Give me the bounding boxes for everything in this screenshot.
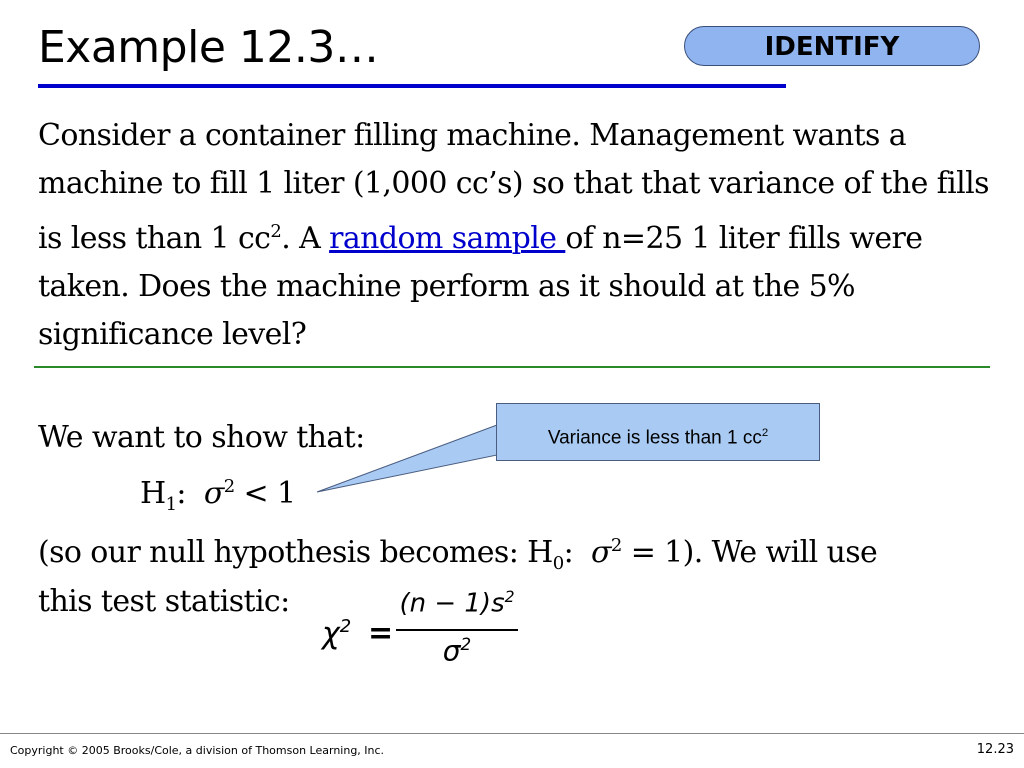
null-sub: 0 xyxy=(552,553,564,574)
test-statistic-label: this test statistic: xyxy=(38,584,290,619)
problem-text-2: . A xyxy=(281,221,330,256)
callout-box xyxy=(496,403,820,461)
formula-num-text: (n − 1)s xyxy=(399,588,505,619)
formula-chi-sup: 2 xyxy=(339,616,352,637)
formula-den-sup: 2 xyxy=(460,634,472,654)
alternative-hypothesis xyxy=(140,476,295,515)
footer-copyright: Copyright © 2005 Brooks/Cole, a division of Thomson Learning, Inc. xyxy=(10,744,385,757)
h1-sigma: σ xyxy=(203,476,224,511)
null-text-1: (so our null hypothesis becomes: H xyxy=(38,535,553,570)
footer-divider xyxy=(0,733,1024,734)
problem-text-1: Consider a container filling machine. Management wants a machine to fill 1 liter (1,000 cc’s) so that that variance of the fills is less than 1 cc xyxy=(38,118,989,256)
null-sigma-sup: 2 xyxy=(610,535,622,556)
formula-num-sup: 2 xyxy=(504,588,515,606)
callout-sup: 2 xyxy=(761,427,769,439)
formula-equals: = xyxy=(368,616,394,651)
page-number: 12.23 xyxy=(976,742,1014,757)
formula-lhs xyxy=(322,616,351,651)
formula-denominator xyxy=(396,634,518,667)
h1-sub: 1 xyxy=(165,494,177,515)
h1-label: H xyxy=(140,476,166,511)
null-colon: : xyxy=(563,535,574,570)
h1-relation: < 1 xyxy=(243,476,296,511)
identify-badge[interactable]: IDENTIFY xyxy=(684,26,980,66)
problem-text-sup: 2 xyxy=(270,221,282,242)
problem-text-3: of n=25 1 liter fills were taken. Does the machine perform as it should at the 5% significance level? xyxy=(38,221,923,352)
formula-numerator xyxy=(396,588,518,619)
want-to-show: We want to show that: xyxy=(38,420,365,455)
h1-colon: : xyxy=(176,476,186,511)
null-sigma: σ xyxy=(591,535,611,570)
formula-chi: χ xyxy=(322,616,340,651)
slide-title: Example 12.3… xyxy=(38,22,379,73)
random-sample-link[interactable]: random sample xyxy=(329,221,566,256)
formula-den-text: σ xyxy=(442,634,461,668)
h1-sigma-sup: 2 xyxy=(223,476,235,497)
callout-text: Variance is less than 1 cc xyxy=(547,427,762,449)
null-text-2: = 1). We will use xyxy=(630,535,878,570)
fraction-bar xyxy=(396,629,518,631)
null-hypothesis-line xyxy=(38,535,877,574)
